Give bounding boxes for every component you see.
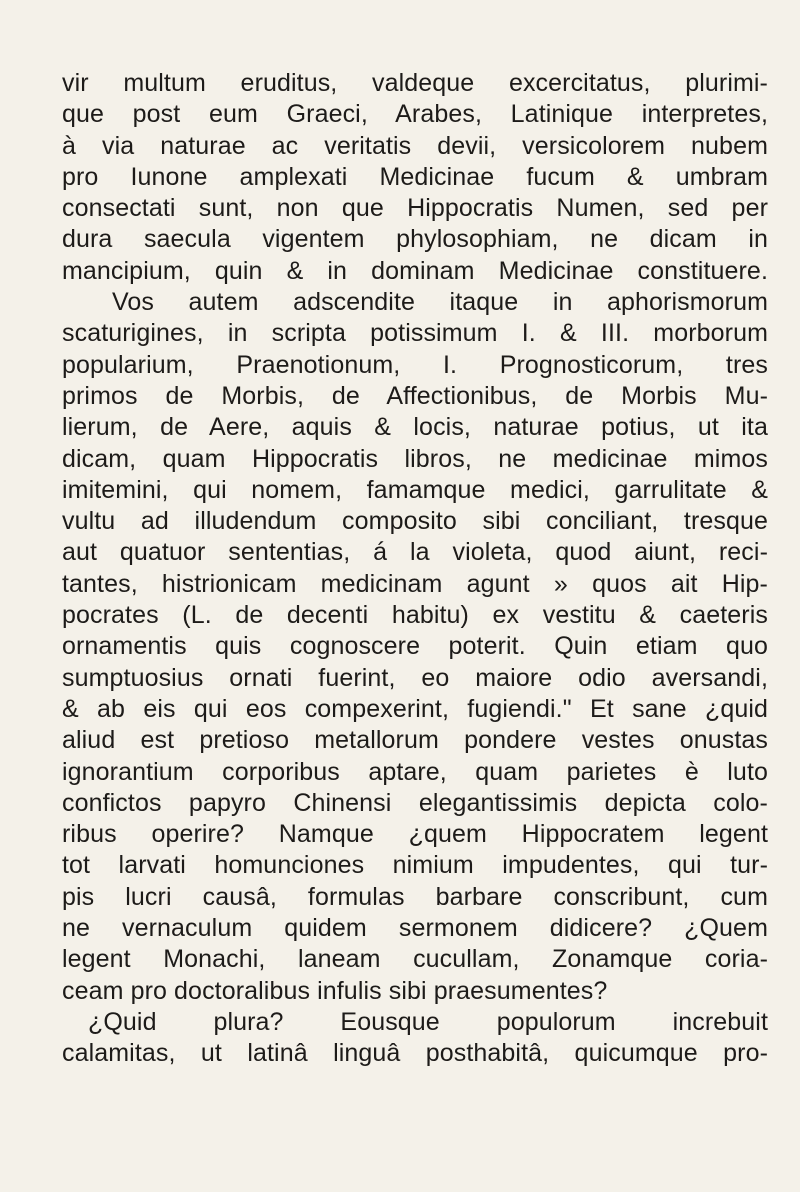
text-line: lierum, de Aere, aquis & locis, naturae potius, ut ita [62,413,768,442]
text-line: mancipium, quin & in dominam Medicinae constituere. [62,256,768,285]
text-line: ne vernaculum quidem sermonem didicere? ¿Quem [62,914,768,943]
text-line: à via naturae ac veritatis devii, versicolorem nubem [62,131,768,160]
text-line: legent Monachi, laneam cucullam, Zonamque coria- [62,945,768,974]
text-line: & ab eis qui eos compexerint, fugiendi." Et sane ¿quid [62,694,768,723]
latin-text-body [62,68,768,1070]
text-line: tantes, histrionicam medicinam agunt » quos ait Hip- [62,569,768,598]
text-line: tot larvati homunciones nimium impudentes, qui tur- [62,851,768,880]
text-line: imitemini, qui nomem, famamque medici, garrulitate & [62,475,768,504]
text-line: que post eum Graeci, Arabes, Latinique interpretes, [62,100,768,129]
text-line: pocrates (L. de decenti habitu) ex vestitu & caeteris [62,601,768,630]
text-line: ignorantium corporibus aptare, quam parietes è luto [62,757,768,786]
text-line: aliud est pretioso metallorum pondere vestes onustas [62,726,768,755]
text-line: ornamentis quis cognoscere poterit. Quin etiam quo [62,632,768,661]
text-line: pro Iunone amplexati Medicinae fucum & umbram [62,162,768,191]
text-line: dura saecula vigentem phylosophiam, ne dicam in [62,225,768,254]
text-line: vir multum eruditus, valdeque excercitatus, plurimi- [62,69,768,97]
text-line: sumptuosius ornati fuerint, eo maiore odio aversandi, [62,663,768,692]
text-line: ribus operire? Namque ¿quem Hippocratem legent [62,820,768,849]
text-line: consectati sunt, non que Hippocratis Numen, sed per [62,194,768,223]
text-line: pis lucri causâ, formulas barbare conscribunt, cum [62,882,768,911]
text-line: calamitas, ut latinâ linguâ posthabitâ, quicumque pro- [62,1039,768,1068]
text-line: confictos papyro Chinensi elegantissimis depicta colo- [62,788,768,817]
text-line: ceam pro doctoralibus infulis sibi praesumentes? [62,976,608,1005]
paragraph-start-line: ¿Quid plura? Eousque populorum increbuit [88,1007,768,1036]
text-line: scaturigines, in scripta potissimum I. & III. morborum [62,319,768,348]
paragraph-start-line: Vos autem adscendite itaque in aphorismorum [112,288,768,317]
text-line: dicam, quam Hippocratis libros, ne medicinae mimos [62,444,768,473]
text-line: primos de Morbis, de Affectionibus, de Morbis Mu- [62,381,768,410]
text-line: popularium, Praenotionum, I. Prognosticorum, tres [62,350,768,379]
text-line: vultu ad illudendum composito sibi conciliant, tresque [62,507,768,536]
text-line: aut quatuor sententias, á la violeta, quod aiunt, reci- [62,538,768,567]
